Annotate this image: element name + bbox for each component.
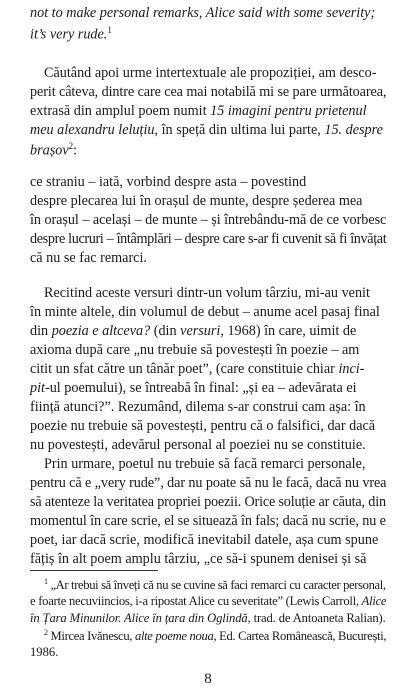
text-line: Căutând apoi urme intertextuale ale propoziției, am desco- <box>44 65 377 81</box>
text-line: din poezia e altceva? (din versuri, 1968) în care, uimit de <box>30 323 357 339</box>
text-line: în minte altele, din volumul de debut – anume acel pasaj final <box>30 304 380 320</box>
text-line: brașov$^2$: <box>30 141 78 159</box>
footnote-ref-1: 1 <box>107 25 112 35</box>
text-line: Recitind aceste versuri dintr-un volum târziu, mi-au venit <box>44 285 370 301</box>
text-line: poet, iar dacă scrie, modifică inevitabil datele, așa cum spune <box>30 532 379 548</box>
footnote-line: $^1$ „Ar trebui să înveți că nu se cuvine să faci remarci cu caracter personal, <box>44 577 386 593</box>
verse-line: despre plecarea lui în orașul de munte, despre șederea mea <box>30 193 363 209</box>
verse-line: că nu se fac remarci. <box>30 250 147 266</box>
footnote-line: în Țara Minunilor. Alice în țara din Oglindă, trad. de Antoaneta Ralian). <box>30 611 386 625</box>
text-line: fățiș în alt poem amplu târziu, „ce să-i spunem denisei și să <box>30 551 367 567</box>
text-line: ființă atunci?”. Rezumând, dilema s-ar construi cam așa: în <box>30 399 366 415</box>
verse-line: despre lucruri – întâmplări – despre care s-ar fi cuvenit să fi învățat <box>30 231 387 247</box>
text-line: momentul în care scrie, el se situează în fals; dacă nu scrie, nu e <box>30 513 386 529</box>
text-line: poezie nu trebuie să povestești, pentru că o falsifici, dar dacă <box>30 418 376 434</box>
text-line: axioma după care „nu trebuie să povestești în poezie – am <box>30 342 360 358</box>
text-line: pit-ul poemului), se întreabă în final: „și ea – adevărata ei <box>30 380 357 396</box>
verse-line: ce straniu – iată, vorbind despre asta – povestind <box>30 174 307 190</box>
footnote-line: $^2$ Mircea Ivănescu, alte poeme noua, Ed. Cartea Românească, București, <box>44 628 387 644</box>
footnote-ref-2: 2 <box>68 141 74 151</box>
text-line: Prin urmare, poetul nu trebuie să facă remarci personale, <box>44 456 366 472</box>
text-line: nu povestești, adevărul personal al poeziei nu se constituie. <box>30 437 366 453</box>
footnote-line: e foarte necuviincios, i-a ripostat Alice cu severitate” (Lewis Carroll, Alice <box>30 594 387 608</box>
text-line: citit un sfat către un tânăr poet”, (care constituie chiar inci- <box>30 361 365 377</box>
text-line: meu alexandru leluțiu, în speță din ultima lui parte, 15. despre <box>30 122 383 138</box>
text-line: perit câteva, dintre care cea mai notabilă mi se pare următoarea, <box>30 84 387 100</box>
text-line: not to make personal remarks, Alice said with some severity; <box>30 5 376 21</box>
text-line: să atenteze la veritatea propriei poezii. Orice soluție ar căuta, din <box>30 494 386 510</box>
footnote-line: 1986. <box>30 645 59 659</box>
text-line: pentru că e „very rude”, dar nu poate să nu le facă, dacă nu vrea <box>30 475 387 491</box>
footnote-separator <box>30 570 158 571</box>
page-number: 8 <box>204 671 212 687</box>
text-line: it’s very rude.$^1$ <box>30 25 112 43</box>
verse-line: în orașul – același – de munte – și întrebându-mă de ce vorbesc <box>30 212 387 228</box>
text-line: extrasă din amplul poem numit 15 imagini pentru prietenul <box>30 103 367 119</box>
